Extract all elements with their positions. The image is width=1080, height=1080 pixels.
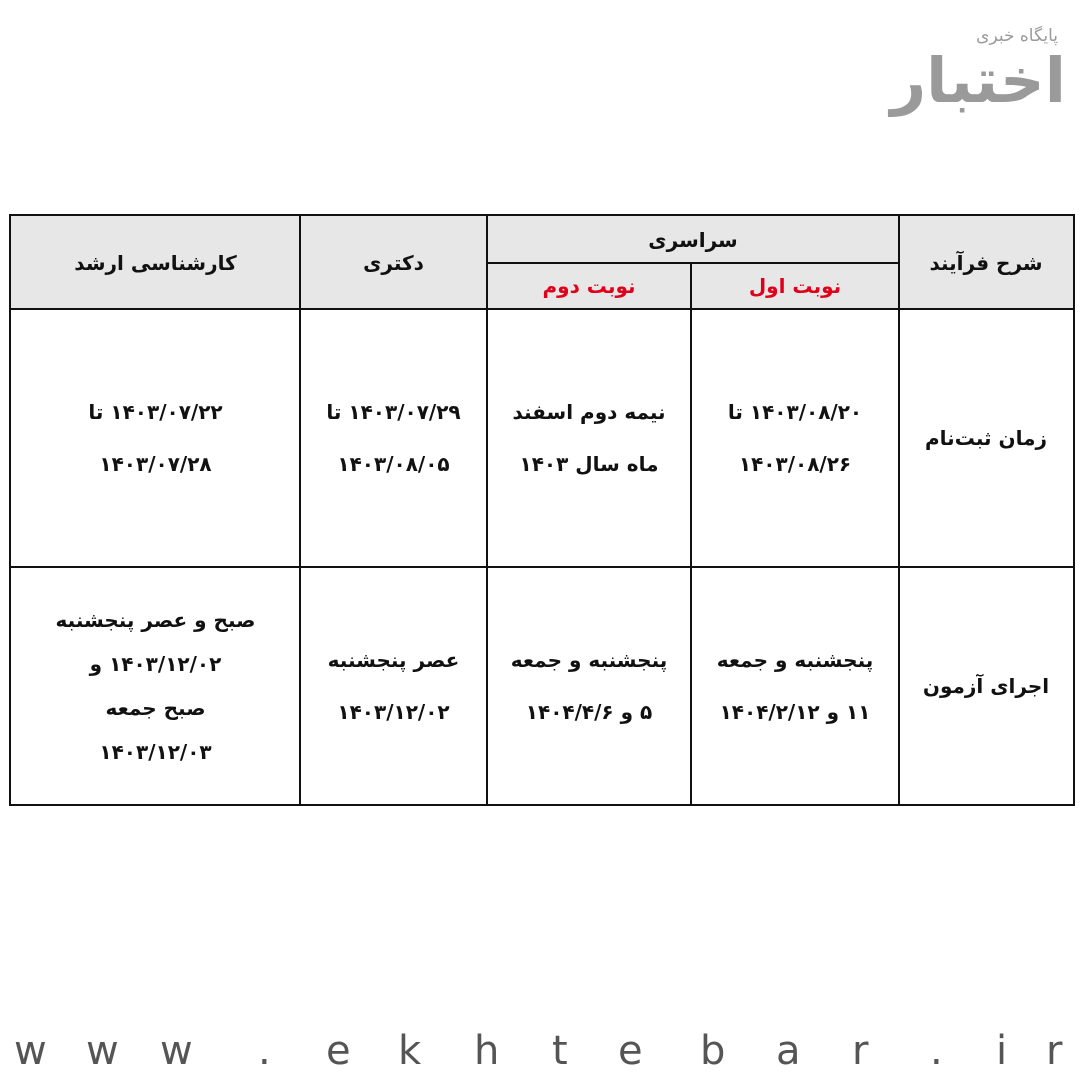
row1-first-round-line2: ۱۴۰۳/۰۸/۲۶ [738, 452, 852, 476]
site-logo [890, 22, 1066, 122]
row1-second-round-line2: ماه سال ۱۴۰۳ [519, 452, 659, 476]
row1-second-round-cell [487, 309, 691, 567]
row1-doctorate-cell [300, 309, 487, 567]
grid-line [486, 216, 488, 804]
url-char: r [1046, 1028, 1063, 1074]
row2-masters-cell [11, 567, 300, 804]
url-char: h [474, 1028, 500, 1074]
header-sarasari: سراسری [487, 216, 899, 263]
url-char: i [996, 1028, 1008, 1074]
row1-label: زمان ثبت‌نام [925, 426, 1047, 450]
header-second-round: نوبت دوم [487, 263, 691, 309]
url-char: b [700, 1028, 726, 1074]
row2-masters-line4: ۱۴۰۳/۱۲/۰۳ [99, 739, 212, 764]
row2-masters-line3: صبح جمعه [105, 695, 206, 720]
row1-second-round-line1: نیمه دوم اسفند [512, 400, 666, 424]
url-char: w [14, 1028, 47, 1074]
row2-second-round-cell [487, 567, 691, 804]
url-char: w [86, 1028, 119, 1074]
site-url-footer [0, 1028, 1080, 1080]
header-process: شرح فرآیند [899, 216, 1073, 309]
url-char: w [160, 1028, 193, 1074]
row2-second-round-line2: ۵ و ۱۴۰۴/۴/۶ [525, 699, 653, 724]
row1-first-round-cell [691, 309, 899, 567]
url-char: a [776, 1028, 801, 1074]
logo-wordmark: اختبار [890, 44, 1066, 117]
url-char: t [552, 1028, 568, 1074]
logo-tagline: پایگاه خبری [976, 26, 1058, 46]
grid-line [299, 216, 301, 804]
row2-first-round-cell [691, 567, 899, 804]
url-char: r [852, 1028, 869, 1074]
url-char: e [618, 1028, 643, 1074]
row2-label: اجرای آزمون [922, 673, 1050, 698]
header-masters: کارشناسی ارشد [11, 216, 300, 309]
row1-first-round-line1: ۱۴۰۳/۰۸/۲۰ تا [727, 400, 863, 424]
grid-line [11, 566, 1073, 568]
url-char: . [930, 1028, 943, 1074]
url-char: . [258, 1028, 271, 1074]
row1-doctorate-line1: ۱۴۰۳/۰۷/۲۹ تا [326, 400, 461, 424]
grid-line [898, 216, 900, 804]
exam-schedule-table [9, 214, 1075, 806]
row2-first-round-line1: پنجشنبه و جمعه [716, 647, 874, 672]
row2-first-round-line2: ۱۱ و ۱۴۰۴/۲/۱۲ [719, 699, 871, 724]
header-doctorate: دکتری [300, 216, 487, 309]
header-first-round: نوبت اول [691, 263, 899, 309]
grid-line [690, 262, 692, 804]
row1-doctorate-line2: ۱۴۰۳/۰۸/۰۵ [337, 452, 450, 476]
row1-masters-cell [11, 309, 300, 567]
row2-masters-line2: ۱۴۰۳/۱۲/۰۲ و [89, 651, 222, 676]
row1-masters-line2: ۱۴۰۳/۰۷/۲۸ [99, 452, 212, 476]
url-char: k [398, 1028, 422, 1074]
row2-doctorate-line2: ۱۴۰۳/۱۲/۰۲ [337, 699, 450, 724]
grid-line [11, 308, 1073, 310]
row2-masters-line1: صبح و عصر پنجشنبه [55, 607, 256, 632]
row1-masters-line1: ۱۴۰۳/۰۷/۲۲ تا [88, 400, 223, 424]
row2-doctorate-cell [300, 567, 487, 804]
row2-second-round-line1: پنجشنبه و جمعه [510, 647, 668, 672]
url-char: e [326, 1028, 351, 1074]
grid-line [487, 262, 899, 264]
row2-doctorate-line1: عصر پنجشنبه [327, 647, 460, 672]
